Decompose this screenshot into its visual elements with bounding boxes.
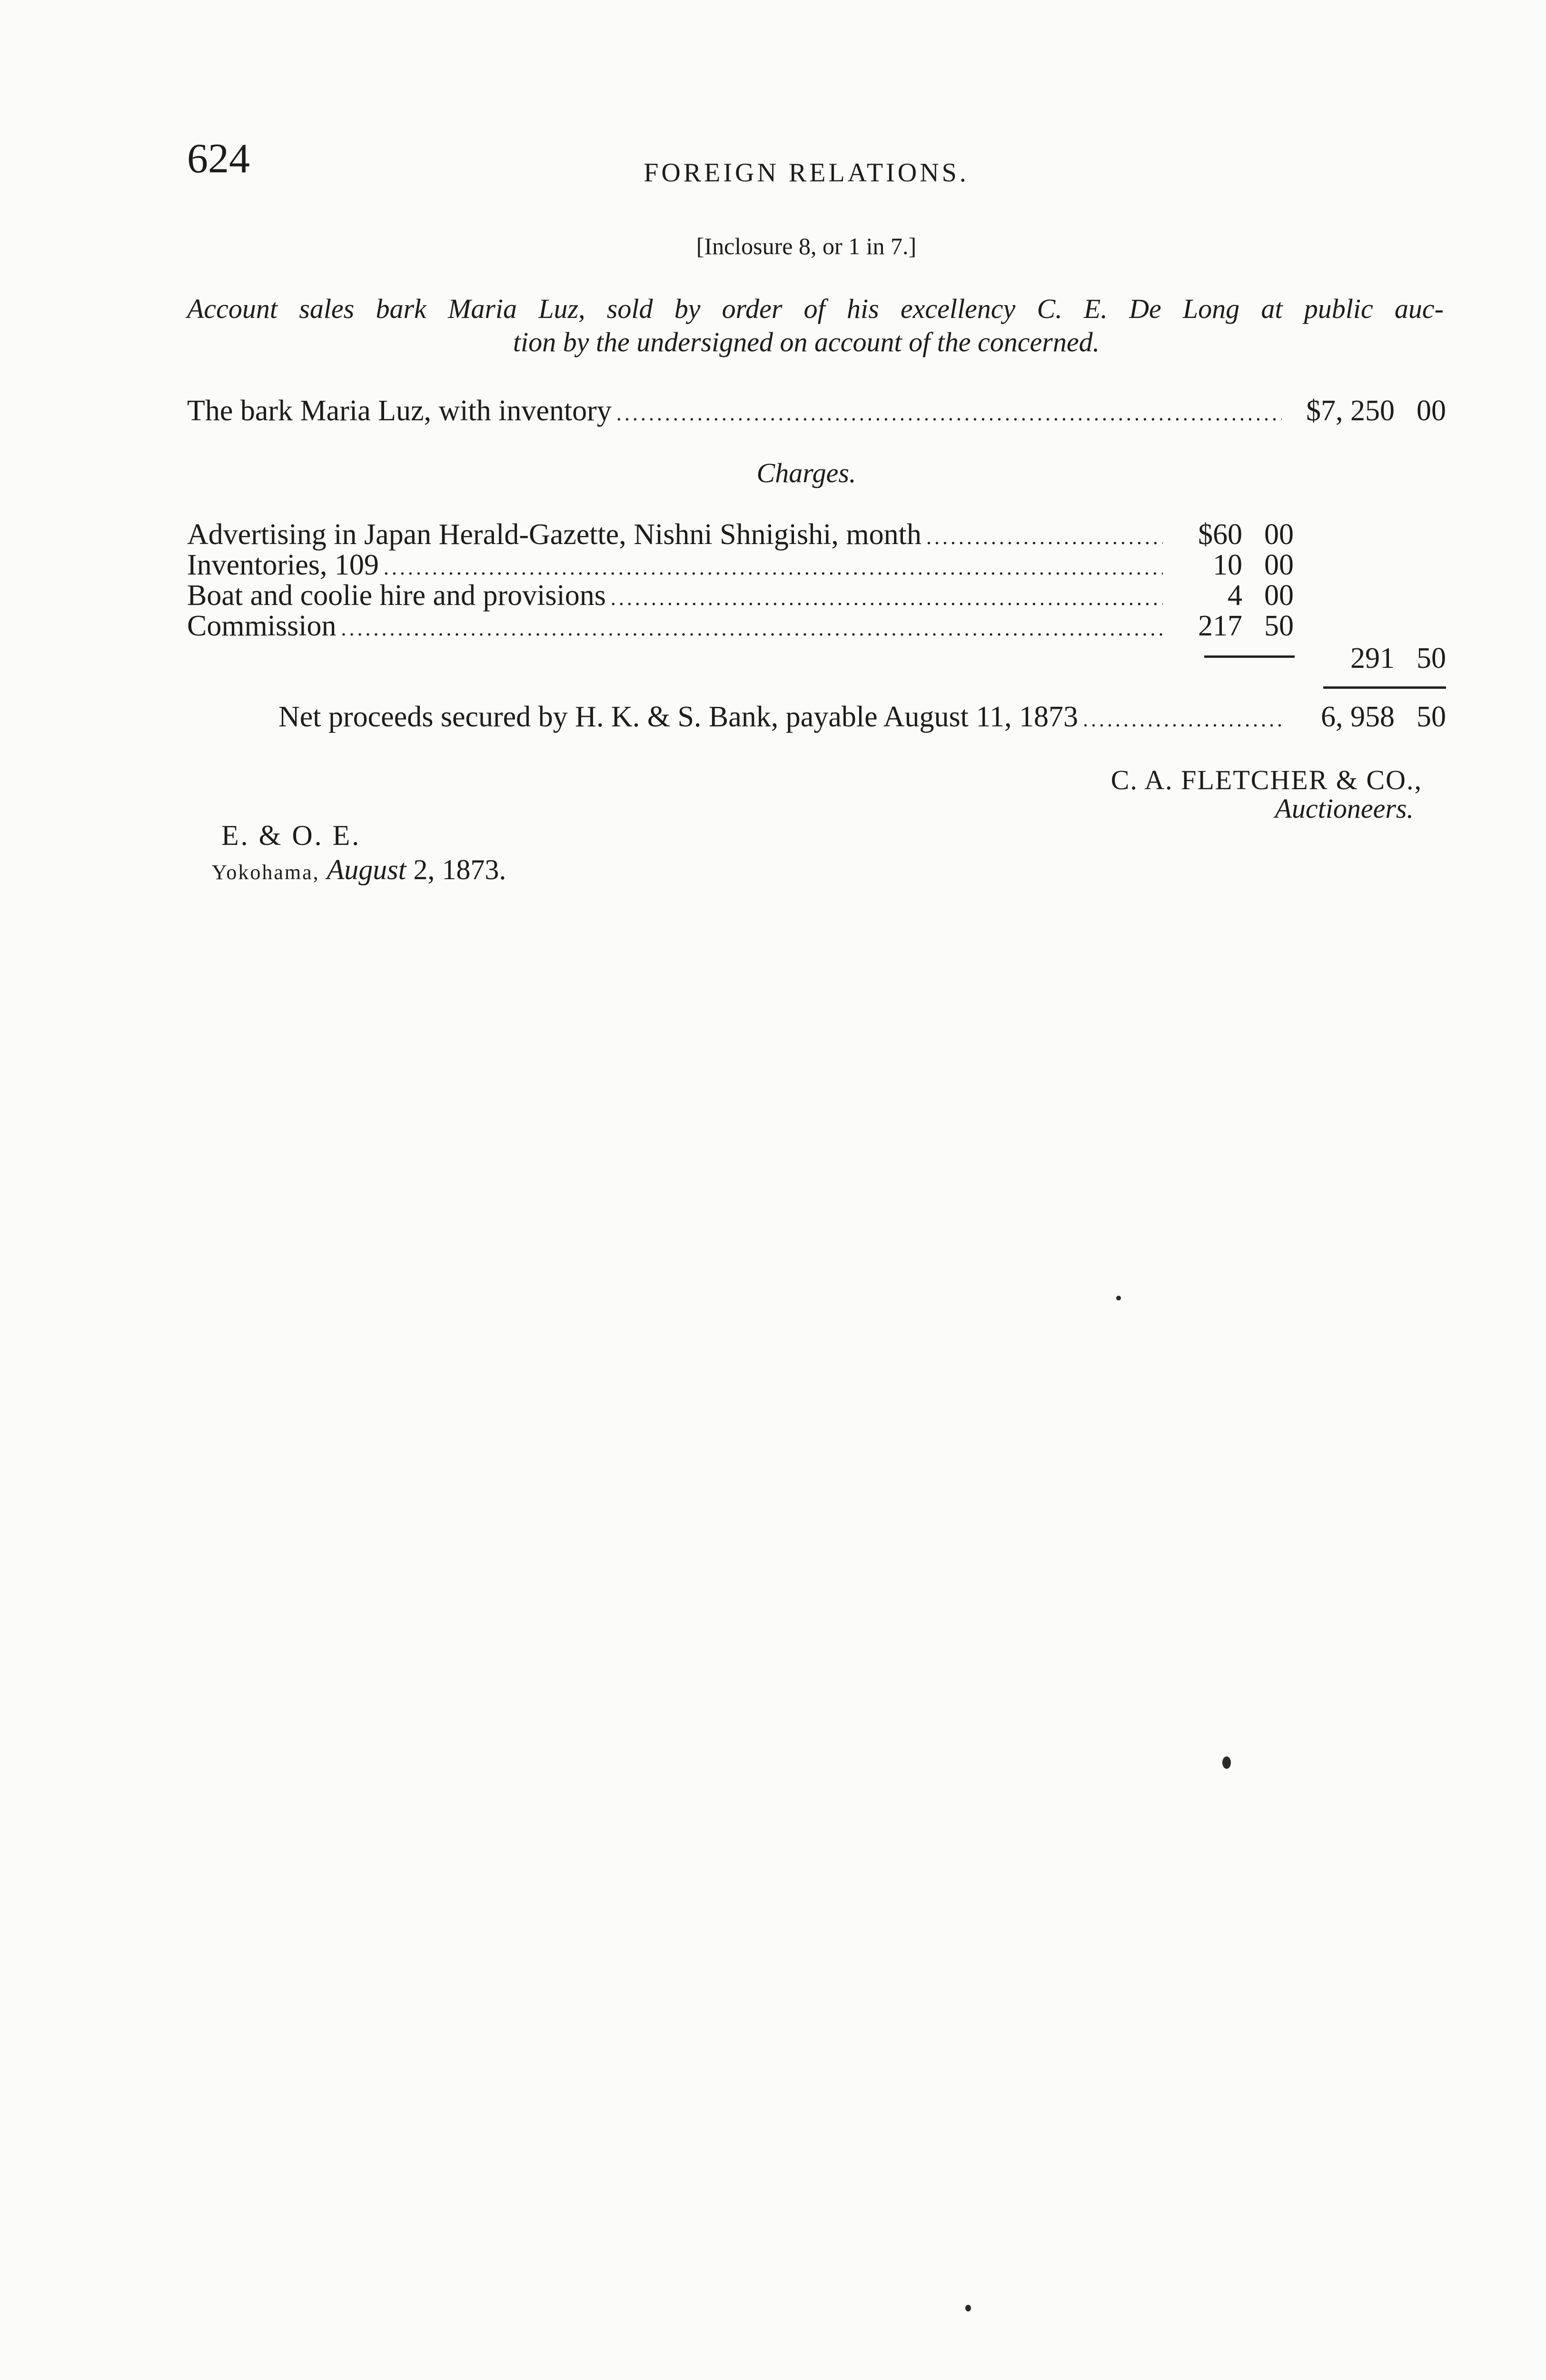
- dot-leader: [926, 527, 1163, 548]
- charges-total-dollars: 291: [1350, 642, 1395, 674]
- charge-row: [187, 581, 1168, 610]
- date-rest: 2, 1873.: [413, 854, 506, 885]
- net-dollars: 6, 958: [1321, 701, 1395, 733]
- charge-dollars: $60: [1198, 518, 1242, 551]
- auctioneer-firm: C. A. FLETCHER & CO.,: [1110, 764, 1422, 795]
- place-name: Yokohama,: [212, 861, 320, 884]
- net-amount: [1321, 702, 1446, 732]
- charge-label: Advertising in Japan Herald-Gazette, Nishni Shnigishi, month: [187, 518, 922, 551]
- caption-line-1: Account sales bark Maria Luz, sold by order of his excellency C. E. De Long at public auc-: [187, 293, 1444, 324]
- dot-leader: [1083, 709, 1285, 730]
- charge-cents: 00: [1264, 518, 1294, 551]
- auctioneer-title: Auctioneers.: [1275, 793, 1414, 824]
- charge-label: Inventories, 109: [187, 549, 379, 581]
- inclosure-label: [Inclosure 8, or 1 in 7.]: [696, 233, 917, 259]
- net-cents: 50: [1417, 701, 1446, 733]
- ink-speck: [1222, 1756, 1231, 1769]
- charges-total-cents: 50: [1417, 642, 1446, 674]
- charge-row: [187, 611, 1168, 641]
- net-row: [278, 702, 1290, 732]
- sale-cents: 00: [1417, 395, 1446, 427]
- place-date: [212, 855, 506, 884]
- page-number: 624: [187, 136, 250, 182]
- charge-amount: [1198, 520, 1294, 549]
- charge-amount: [1198, 611, 1294, 641]
- charge-cents: 00: [1264, 549, 1294, 581]
- charge-dollars: 10: [1213, 549, 1242, 581]
- sale-label: The bark Maria Luz, with inventory: [187, 395, 612, 427]
- sale-dollars: $7, 250: [1306, 395, 1395, 427]
- total-rule: [1323, 686, 1446, 689]
- ink-speck: [1116, 1296, 1121, 1300]
- charge-amount: [1228, 581, 1294, 610]
- dot-leader: [611, 588, 1163, 609]
- subtotal-rule: [1204, 655, 1295, 658]
- net-label: Net proceeds secured by H. K. & S. Bank, payable August 11, 1873: [278, 701, 1078, 733]
- charge-label: Boat and coolie hire and provisions: [187, 579, 606, 612]
- charge-cents: 00: [1264, 579, 1294, 612]
- ink-speck: [965, 2305, 971, 2311]
- sale-row: [187, 396, 1287, 426]
- charge-amount: [1213, 550, 1294, 580]
- charges-heading: Charges.: [756, 457, 856, 488]
- charge-label: Commission: [187, 610, 337, 642]
- date-month: August: [327, 854, 406, 885]
- errors-omissions-note: E. & O. E.: [221, 820, 361, 851]
- running-title: FOREIGN RELATIONS.: [644, 158, 969, 188]
- dot-leader: [616, 403, 1282, 424]
- charge-row: [187, 550, 1168, 580]
- charges-total: [1350, 644, 1446, 673]
- charge-row: [187, 520, 1168, 549]
- charge-dollars: 217: [1198, 610, 1242, 642]
- dot-leader: [384, 557, 1163, 578]
- charge-dollars: 4: [1228, 579, 1242, 612]
- sale-amount: [1306, 396, 1446, 426]
- dot-leader: [341, 618, 1163, 639]
- charge-cents: 50: [1264, 610, 1294, 642]
- caption-line-2: tion by the undersigned on account of the concerned.: [513, 327, 1100, 357]
